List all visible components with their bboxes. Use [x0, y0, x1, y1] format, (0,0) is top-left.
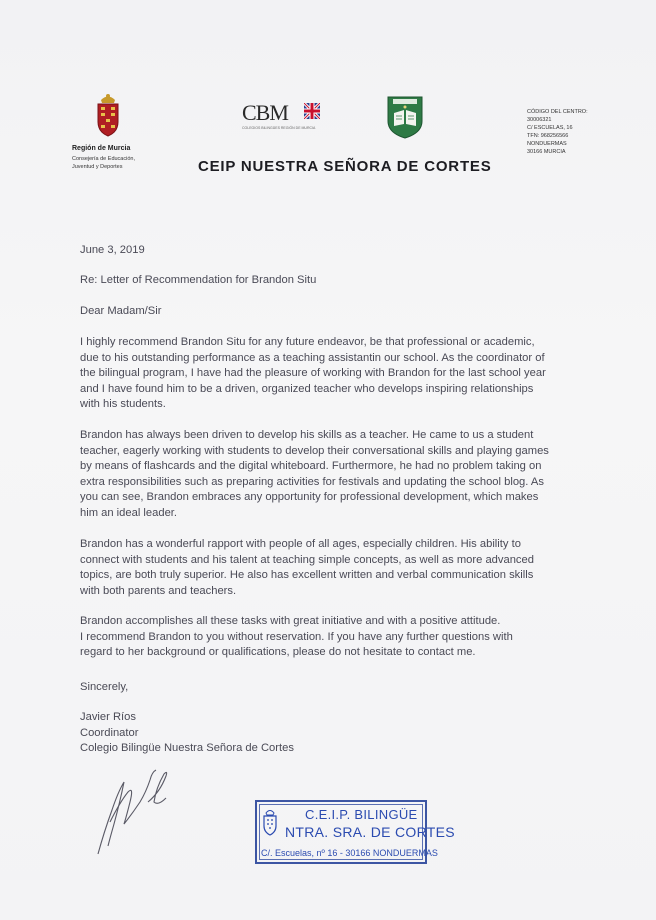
- paragraph-line: Brandon accomplishes all these tasks with great initiative and with a positive attitude.: [80, 615, 501, 627]
- paragraph-line: due to his outstanding performance as a teaching assistantin our school. As the coordinator of: [80, 351, 545, 364]
- address-line: C/ ESCUELAS, 16: [527, 125, 573, 131]
- paragraph-line: I highly recommend Brandon Situ for any future endeavor, be that professional or academic,: [80, 336, 535, 348]
- signer-block: [80, 710, 572, 757]
- address-line: NONDUERMAS: [527, 141, 567, 147]
- letter-date: June 3, 2019: [80, 244, 145, 256]
- stamp-line-2: NTRA. SRA. DE CORTES: [285, 824, 455, 840]
- signer-name: Javier Ríos: [80, 711, 136, 723]
- paragraph-line: Brandon has a wonderful rapport with people of all ages, especially children. His ability to: [80, 538, 521, 550]
- school-address: [527, 108, 627, 156]
- address-line: TFN: 968256566: [527, 133, 569, 139]
- stamp-crest-icon: [262, 808, 278, 836]
- paragraph-line: connect with students and his talent at teaching simple concepts, as well as more advanced: [80, 553, 534, 566]
- paragraph-line: topics, are both truly superior. He also has excellent written and verbal communication skills: [80, 569, 534, 581]
- cbm-logo-text: CBM: [242, 100, 288, 125]
- school-emblem-icon: [386, 93, 424, 139]
- region-murcia-crest-icon: [92, 92, 124, 138]
- paragraph-line: extra responsibilities such as preparing activities for festivals and updating the school blog. As: [80, 475, 544, 488]
- paragraph-line: the bilingual program, I have had the pleasure of working with Brandon for the last school year: [80, 367, 546, 379]
- region-subtitle: [72, 155, 192, 171]
- paragraph-4: [80, 614, 572, 661]
- address-line: 30166 MURCIA: [527, 149, 566, 155]
- paragraph-1: [80, 335, 572, 413]
- letter-subject: Re: Letter of Recommendation for Brandon Situ: [80, 274, 317, 286]
- paragraph-line: you can see, Brandon embraces any opportunity for professional development, which makes: [80, 491, 539, 503]
- region-title: Región de Murcia: [72, 145, 131, 152]
- stamp-line-1: C.E.I.P. BILINGÜE: [305, 807, 418, 822]
- paragraph-line: regard to her background or qualifications, please do not hesitate to contact me.: [80, 646, 476, 658]
- paragraph-line: Brandon has always been driven to develop his skills as a teacher. He came to us a student: [80, 429, 534, 441]
- paragraph-line: I recommend Brandon to you without reservation. If you have any further questions with: [80, 630, 513, 643]
- paragraph-3: [80, 537, 572, 599]
- handwritten-signature: [90, 762, 200, 858]
- cbm-logo: [242, 100, 324, 136]
- stamp-line-3: C/. Escuelas, nº 16 - 30166 NONDUERMAS: [261, 848, 438, 858]
- region-subtitle-line-1: Consejería de Educación,: [72, 156, 135, 162]
- letter-closing: Sincerely,: [80, 681, 129, 693]
- letter-salutation: Dear Madam/Sir: [80, 305, 162, 317]
- paragraph-line: with his students.: [80, 398, 166, 410]
- school-stamp: [255, 800, 455, 864]
- union-flag-icon: [304, 103, 320, 119]
- signer-role: Coordinator: [80, 726, 139, 739]
- paragraph-line: by means of flashcards and the digital whiteboard. Furthermore, he had no problem taking on: [80, 460, 542, 472]
- paragraph-line: him an ideal leader.: [80, 506, 178, 519]
- address-line: 30006321: [527, 117, 552, 123]
- paragraph-2: [80, 428, 572, 521]
- region-subtitle-line-2: Juventud y Deportes: [72, 164, 123, 170]
- signer-organization: Colegio Bilingüe Nuestra Señora de Cortes: [80, 742, 294, 754]
- paragraph-line: and I have found him to be a driven, organized teacher who develops inspiring relationships: [80, 382, 534, 395]
- address-line: CÓDIGO DEL CENTRO:: [527, 109, 588, 115]
- paragraph-line: with both parents and teachers.: [80, 584, 237, 597]
- school-name: CEIP NUESTRA SEÑORA DE CORTES: [198, 158, 492, 175]
- cbm-logo-tagline: COLEGIOS BILINGÜES REGIÓN DE MURCIA: [242, 126, 316, 130]
- paragraph-line: teacher, eagerly working with students to develop their conversational skills and playing games: [80, 444, 549, 457]
